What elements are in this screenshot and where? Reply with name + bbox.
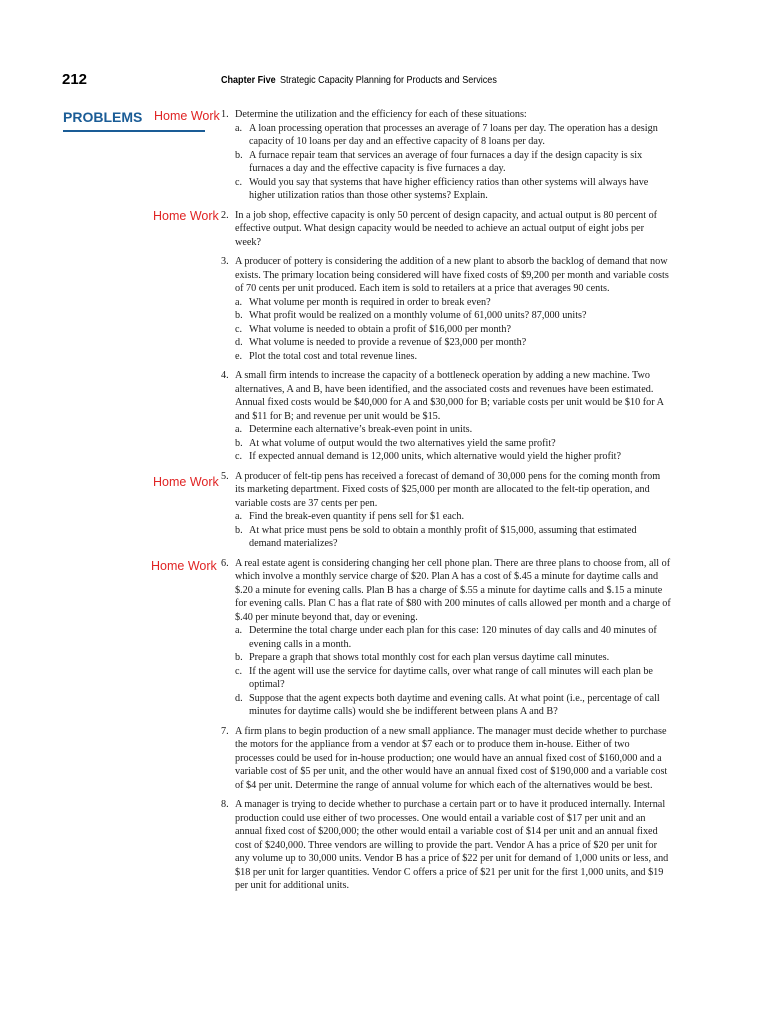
part-letter: a.	[235, 296, 243, 308]
problem-text: A producer of felt-tip pens has received a forecast of demand of 30,000 pens for the coming month from its marketing department. Fixed costs of $25,000 per month are allocated to the felt-tip operation, and variable costs are 37 cents per pen.	[235, 470, 661, 509]
problem-part	[235, 176, 671, 203]
problem-part	[235, 350, 671, 364]
problem-number: 8.	[221, 799, 229, 810]
home-work-annotation-6: Home Work	[151, 559, 217, 573]
problem-7	[221, 725, 671, 793]
part-text: Find the break-even quantity if pens sell for $1 each.	[249, 511, 465, 522]
problem-part	[235, 450, 671, 464]
home-work-annotation-5: Home Work	[153, 475, 219, 489]
problem-part	[235, 336, 671, 350]
part-text: Determine the total charge under each plan for this case: 120 minutes of day calls and 40 minutes of evening calls in a month.	[249, 625, 657, 650]
problem-number: 2.	[221, 209, 229, 221]
problem-1	[221, 108, 671, 203]
page-number: 212	[62, 71, 88, 88]
part-text: Would you say that systems that have higher efficiency ratios than other systems will always have higher utilization ratios than those other systems? Explain.	[249, 176, 649, 201]
problem-4	[221, 369, 671, 464]
problem-part	[235, 651, 671, 665]
part-text: What volume is needed to provide a revenue of $23,000 per month?	[249, 337, 527, 348]
part-text: What volume per month is required in order to break even?	[249, 296, 491, 308]
problem-text: A manager is trying to decide whether to purchase a certain part or to have it produced internally. Internal production could use either of two processes. One would entail a variable cost of $17 per unit and an annual fixed cost of $200,000; the other would entail a variable cost of $14 per unit and an annual fixed cost of $240,000. Three vendors are willing to provide the part. Vendor A has a price of $20 per unit for any volume up to 30,000 units. Vendor B has a price of $22 per unit for demand of 1,000 units or less, and $18 per unit for larger quantities. Vendor C offers a price of $21 per unit for the first 1,000 units, and $19 per unit for additional units.	[235, 799, 669, 891]
part-letter: c.	[235, 176, 243, 188]
problem-text: A real estate agent is considering changing her cell phone plan. There are three plans to choose from, all of which involve a monthly service charge of $20. Plan A has a cost of $.45 a minute for daytime calls and $.20 a minute for evening calls. Plan B has a charge of $.55 a minute for daytime calls and $.15 a minute for evening calls. Plan C has a flat rate of $80 with 200 minutes of calls allowed per month and a charge of $.40 per minute beyond that, day or evening.	[235, 557, 671, 623]
part-text: Determine each alternative’s break-even point in units.	[249, 424, 473, 435]
problem-number: 4.	[221, 370, 229, 381]
problem-text: Determine the utilization and the efficiency for each of these situations:	[235, 109, 527, 120]
part-letter: d.	[235, 692, 243, 704]
running-header	[221, 74, 497, 86]
problem-part	[235, 624, 671, 651]
part-text: If the agent will use the service for daytime calls, over what range of call minutes will each plan be optimal?	[249, 665, 653, 690]
part-letter: c.	[235, 323, 243, 335]
part-letter: a.	[235, 511, 243, 522]
problem-part	[235, 510, 671, 524]
problem-text: A producer of pottery is considering the addition of a new plant to absorb the backlog of demand that now exists. The primary location being considered will have fixed costs of $9,200 per month and variable costs of 70 cents per unit produced. Each item is sold to retailers at a price that averages 90 cents.	[235, 256, 669, 294]
problem-text: A small firm intends to increase the capacity of a bottleneck operation by adding a new machine. Two alternatives, A and B, have been identified, and the associated costs and revenues have been estimated. Annual fixed costs would be $40,000 for A and $30,000 for B; variable costs per unit would be $10 for A and $11 for B; and revenue per unit would be $15.	[235, 370, 664, 422]
problem-part	[235, 524, 671, 551]
part-letter: a.	[235, 625, 243, 636]
problem-6	[221, 557, 671, 719]
problem-part	[235, 665, 671, 692]
home-work-annotation-1: Home Work	[154, 109, 220, 123]
problems-heading: PROBLEMS	[63, 109, 143, 125]
problem-part	[235, 692, 671, 719]
part-letter: a.	[235, 424, 243, 435]
part-letter: a.	[235, 122, 243, 134]
problem-part	[235, 149, 671, 176]
part-text: What profit would be realized on a monthly volume of 61,000 units? 87,000 units?	[249, 310, 587, 321]
problem-8	[221, 798, 671, 893]
problem-5	[221, 470, 671, 551]
problem-2	[221, 209, 671, 250]
part-text: What volume is needed to obtain a profit of $16,000 per month?	[249, 323, 511, 335]
part-text: At what volume of output would the two alternatives yield the same profit?	[249, 437, 556, 449]
part-letter: b.	[235, 310, 243, 321]
part-text: A loan processing operation that processes an average of 7 loans per day. The operation has a design capacity of 10 loans per day and an effective capacity of 8 loans per day.	[249, 122, 658, 147]
chapter-label: Chapter Five	[221, 74, 276, 86]
problem-part	[235, 323, 671, 337]
problem-part	[235, 423, 671, 437]
part-text: Suppose that the agent expects both daytime and evening calls. At what point (i.e., percentage of call minutes for daytime calls) would she be indifferent between plans A and B?	[249, 692, 660, 717]
part-letter: e.	[235, 350, 243, 362]
part-letter: d.	[235, 337, 243, 348]
problem-number: 1.	[221, 109, 229, 120]
part-text: Plot the total cost and total revenue lines.	[249, 350, 418, 362]
part-text: A furnace repair team that services an average of four furnaces a day if the design capacity is six furnaces a day and the effective capacity is five furnaces a day.	[249, 149, 643, 174]
problem-text: A firm plans to begin production of a new small appliance. The manager must decide whether to purchase the motors for the appliance from a vendor at $7 each or to produce them in-house. Either of two processes could be used for in-house production; one would have an annual fixed cost of $160,000 and a variable cost of $5 per unit, and the other would have an annual fixed cost of $190,000 and a variable cost of $4 per unit. Determine the range of annual volume for which each of the alternatives would be best.	[235, 725, 668, 791]
problem-part	[235, 437, 671, 451]
part-text: Prepare a graph that shows total monthly cost for each plan versus daytime call minutes.	[249, 652, 610, 663]
problems-list	[221, 108, 671, 893]
heading-divider	[63, 130, 205, 132]
part-text: At what price must pens be sold to obtain a monthly profit of $15,000, assuming that estimated demand materializes?	[249, 524, 637, 549]
problem-number: 5.	[221, 470, 229, 482]
part-letter: b.	[235, 437, 243, 449]
problem-number: 6.	[221, 557, 229, 569]
home-work-annotation-2: Home Work	[153, 209, 219, 223]
part-letter: c.	[235, 665, 243, 677]
part-letter: c.	[235, 451, 243, 462]
problem-number: 7.	[221, 725, 229, 737]
part-letter: b.	[235, 149, 243, 161]
part-letter: b.	[235, 524, 243, 536]
problem-part	[235, 122, 671, 149]
problem-3	[221, 255, 671, 363]
part-text: If expected annual demand is 12,000 units, which alternative would yield the higher profit?	[249, 451, 622, 462]
problem-text: In a job shop, effective capacity is only 50 percent of design capacity, and actual output is 80 percent of effective output. What design capacity would be needed to achieve an actual output of eight jobs per week?	[235, 209, 658, 248]
problem-number: 3.	[221, 256, 229, 267]
problem-part	[235, 296, 671, 310]
problem-part	[235, 309, 671, 323]
part-letter: b.	[235, 652, 243, 663]
chapter-title: Strategic Capacity Planning for Products and Services	[280, 74, 497, 86]
